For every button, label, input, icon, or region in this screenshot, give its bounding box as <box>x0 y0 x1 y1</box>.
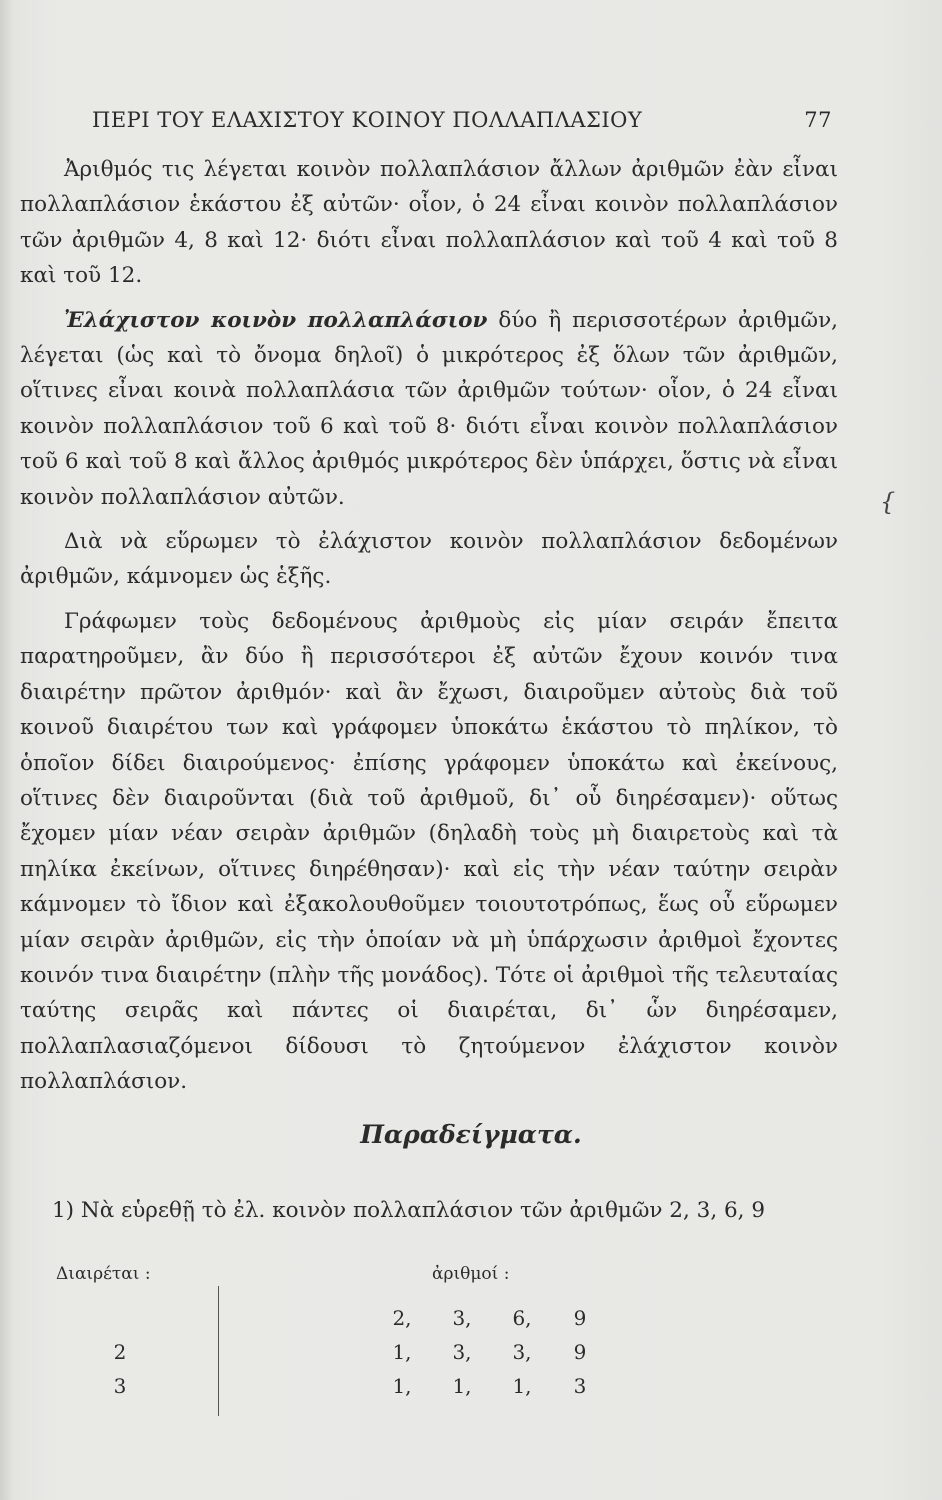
paragraph-definition-common-multiple: Ἀριθμός τις λέγεται κοινὸν πολλαπλάσιον ἄλλων ἀριθμῶν ἐὰν εἶναι πολλαπλάσιον ἑκάστου ἐξ αὐτῶν· οἷον, ὁ 24 εἶναι κοινὸν πολλαπλάσιον τῶν ἀριθμῶν 4, 8 καὶ 12· διότι εἶναι πολλαπλάσιον καὶ τοῦ 4 καὶ τοῦ 8 καὶ τοῦ 12. <box>20 157 838 289</box>
example-1-statement: 1) Νὰ εὑρεθῇ τὸ ἐλ. κοινὸν πολλαπλάσιον τῶν ἀριθμῶν 2, 3, 6, 9 <box>52 1198 766 1223</box>
table-cell: 3, <box>512 1340 532 1364</box>
table-cell: 3, <box>452 1340 472 1364</box>
divisors-label: Διαιρέται : <box>56 1264 151 1284</box>
section-heading: Παραδείγματα. <box>360 1120 582 1149</box>
term-lcm: Ἐλάχιστον κοινὸν πολλαπλάσιον <box>64 307 488 333</box>
division-table <box>20 1264 720 1414</box>
numbers-label: ἀριθμοί : <box>432 1264 510 1284</box>
table-cell: 1, <box>452 1374 472 1398</box>
table-cell: 1, <box>392 1374 412 1398</box>
table-cell: 3, <box>452 1306 472 1330</box>
margin-mark: { <box>880 488 896 516</box>
table-cell: 6, <box>512 1306 532 1330</box>
main-text <box>20 152 838 1109</box>
divisor-row-1: 2 <box>113 1340 127 1364</box>
table-divider <box>218 1286 219 1416</box>
page-number: 77 <box>804 108 832 132</box>
table-cell: 1, <box>392 1340 412 1364</box>
paragraph-definition-lcm <box>20 303 838 515</box>
table-cell: 1, <box>512 1374 532 1398</box>
running-title: ΠΕΡΙ ΤΟΥ ΕΛΑΧΙΣΤΟΥ ΚΟΙΝΟΥ ΠΟΛΛΑΠΛΑΣΙΟΥ <box>92 108 643 132</box>
paragraph-lcm-text: δύο ἢ περισσοτέρων ἀριθμῶν, λέγεται (ὡς καὶ τὸ ὄνομα δηλοῖ) ὁ μικρότερος ἐξ ὅλων τῶν ἀριθμῶν, οἵτινες εἶναι κοινὰ πολλαπλάσια τῶν ἀριθμῶν τούτων· οἷον, ὁ 24 εἶναι κοινὸν πολλαπλάσιον τοῦ 6 καὶ τοῦ 8· διότι εἶναι κοινὸν πολλαπλάσιον τοῦ 6 καὶ τοῦ 8 καὶ ἄλλος ἀριθμός μικρότερος δὲν ὑπάρχει, ὅστις νὰ εἶναι κοινὸν πολλαπλάσιον αὐτῶν. <box>20 307 838 510</box>
paragraph-method-intro: Διὰ νὰ εὕρωμεν τὸ ἐλάχιστον κοινὸν πολλαπλάσιον δεδομένων ἀριθμῶν, κάμνομεν ὡς ἑξῆς. <box>20 529 838 590</box>
table-cell: 9 <box>573 1340 587 1364</box>
table-cell: 2, <box>392 1306 412 1330</box>
divisor-row-2: 3 <box>113 1374 127 1398</box>
paragraph-method: Γράφωμεν τοὺς δεδομένους ἀριθμοὺς εἰς μίαν σειράν ἔπειτα παρατηροῦμεν, ἂν δύο ἢ περισσότεροι ἐξ αὐτῶν ἔχουν κοινόν τινα διαιρέτην πρῶτον ἀριθμόν· καὶ ἂν ἔχωσι, διαιροῦμεν αὐτοὺς διὰ τοῦ κοινοῦ διαιρέτου των καὶ γράφομεν ὑποκάτω ἑκάστου τὸ πηλίκον, τὸ ὁποῖον δίδει διαιρούμενος· ἐπίσης γράφομεν ὑποκάτω καὶ ἐκείνους, οἵτινες δὲν διαιροῦνται (διὰ τοῦ ἀριθμοῦ, δι᾽ οὗ διηρέσαμεν)· οὕτως ἔχομεν μίαν νέαν σειρὰν ἀριθμῶν (δηλαδὴ τοὺς μὴ διαιρετοὺς καὶ τὰ πηλίκα ἐκείνων, οἵτινες διηρέθησαν)· καὶ εἰς τὴν νέαν ταύτην σειρὰν κάμνομεν τὸ ἴδιον καὶ ἐξακολουθοῦμεν τοιουτοτρόπως, ἕως οὗ εὕρωμεν μίαν σειρὰν ἀριθμῶν, εἰς τὴν ὁποίαν νὰ μὴ ὑπάρχωσιν ἀριθμοὶ ἔχοντες κοινόν τινα διαιρέτην (πλὴν τῆς μονάδος). Τότε οἱ ἀριθμοὶ τῆς τελευταίας ταύτης σειρᾶς καὶ πάντες οἱ διαιρέται, δι᾽ ὧν διηρέσαμεν, πολλαπλασιαζόμενοι δίδουσι τὸ ζητούμενον ἐλάχιστον κοινὸν πολλαπλάσιον. <box>20 608 838 1095</box>
table-cell: 3 <box>573 1374 587 1398</box>
table-cell: 9 <box>573 1306 587 1330</box>
